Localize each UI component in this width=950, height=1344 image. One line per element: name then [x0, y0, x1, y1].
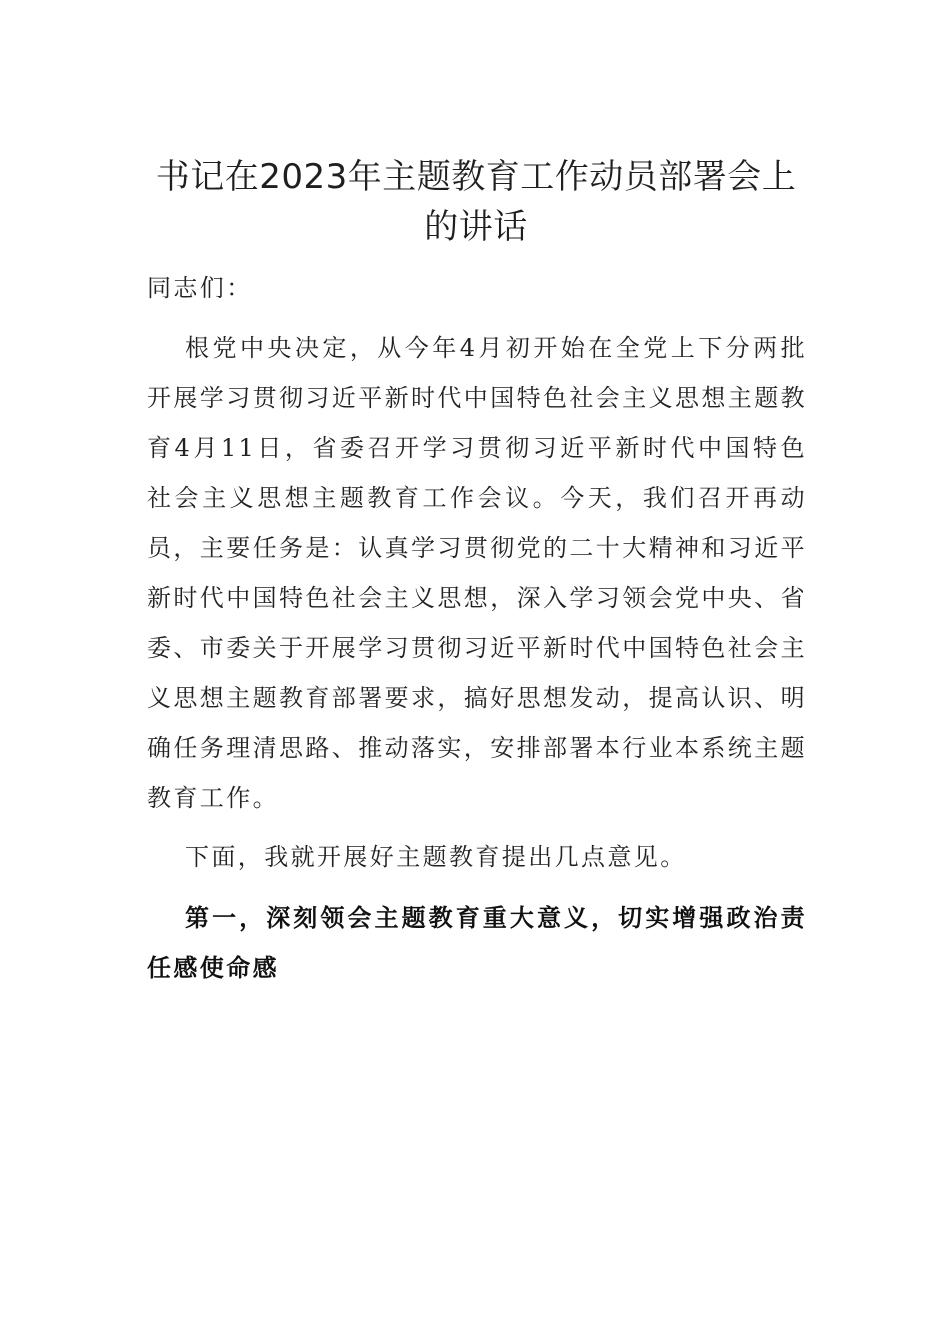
body-paragraph-2: 下面，我就开展好主题教育提出几点意见。	[185, 843, 687, 871]
salutation: 同志们：	[147, 274, 253, 302]
document-title: 书记在2023年主题教育工作动员部署会上的讲话	[155, 157, 797, 247]
body-paragraph-1: 根党中央决定，从今年4月初开始在全党上下分两批开展学习贯彻习近平新时代中国特色社会主义思想主题教育4月11日，省委召开学习贯彻习近平新时代中国特色社会主义思想主题教育工作会议。今天，我们召开再动员，主要任务是：认真学习贯彻党的二十大精神和习近平新时代中国特色社会主义思想，深入学习领会党中央、省委、市委关于开展学习贯彻习近平新时代中国特色社会主义思想主题教育部署要求，搞好思想发动，提高认识、明确任务理清思路、推动落实，安排部署本行业本系统主题教育工作。	[147, 334, 807, 812]
section-heading-1: 第一，深刻领会主题教育重大意义，切实增强政治责任感使命感	[147, 903, 807, 982]
